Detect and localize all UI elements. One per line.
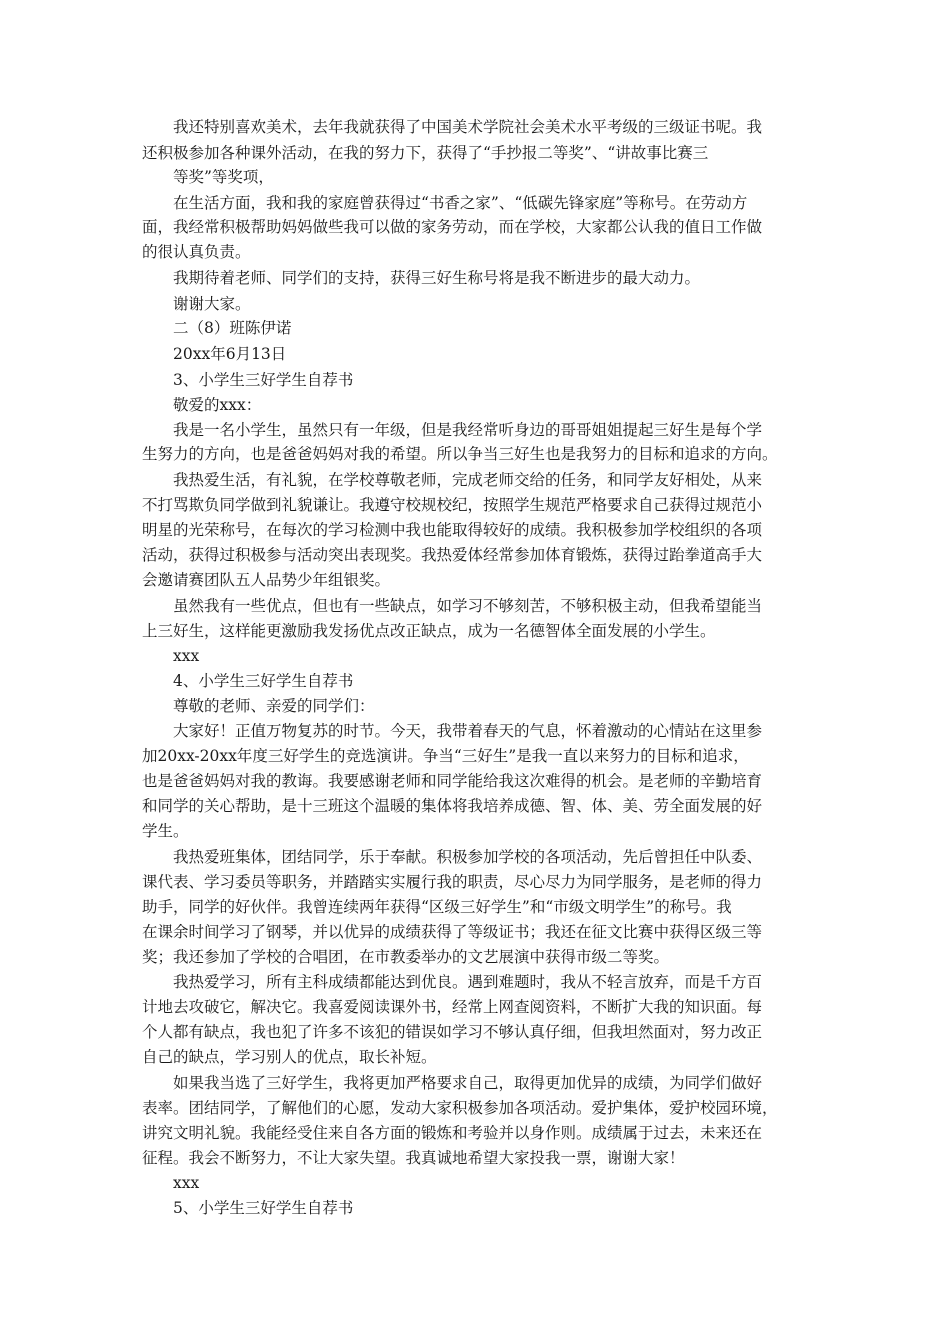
text-line: 如果我当选了三好学生，我将更加严格要求自己，取得更加优异的成绩，为同学们做好 <box>173 1074 763 1092</box>
text-line: 谢谢大家。 <box>173 295 251 313</box>
text-line: 也是爸爸妈妈对我的教诲。我要感谢老师和同学能给我这次难得的机会。是老师的辛勤培育 <box>142 772 763 790</box>
text-line: 加20xx-20xx年度三好学生的竞选演讲。争当“三好生”是我一直以来努力的目标和追求， <box>142 747 749 765</box>
text-line: 讲究文明礼貌。我能经受住来自各方面的锻炼和考验并以身作则。成绩属于过去，未来还在 <box>142 1124 763 1142</box>
text-line: 明星的光荣称号，在每次的学习检测中我也能取得较好的成绩。我积极参加学校组织的各项 <box>142 521 763 539</box>
salutation: 尊敬的老师、亲爱的同学们： <box>173 697 375 715</box>
text-line: 生努力的方向，也是爸爸妈妈对我的希望。所以争当三好生也是我努力的目标和追求的方向。 <box>142 445 778 463</box>
text-line: 还积极参加各种课外活动，在我的努力下，获得了“手抄报二等奖”、“讲故事比赛三 <box>142 144 709 162</box>
section-heading: 4、小学生三好学生自荐书 <box>173 672 354 690</box>
signature-line: xxx <box>173 1174 200 1192</box>
text-line: 奖；我还参加了学校的合唱团，在市教委举办的文艺展演中获得市级二等奖。 <box>142 948 670 966</box>
text-line: 计地去攻破它，解决它。我喜爱阅读课外书，经常上网查阅资料，不断扩大我的知识面。每 <box>142 998 763 1016</box>
section-heading: 3、小学生三好学生自荐书 <box>173 371 354 389</box>
text-line: 不打骂欺负同学做到礼貌谦让。我遵守校规校纪，按照学生规范严格要求自己获得过规范小 <box>142 496 763 514</box>
text-line: 和同学的关心帮助，是十三班这个温暖的集体将我培养成德、智、体、美、劳全面发展的好 <box>142 797 763 815</box>
date-line: 20xx年6月13日 <box>173 345 287 363</box>
text-line: 我热爱生活，有礼貌，在学校尊敬老师，完成老师交给的任务，和同学友好相处，从来 <box>173 471 763 489</box>
text-line: 自己的缺点，学习别人的优点，取长补短。 <box>142 1048 437 1066</box>
signature-line: xxx <box>173 647 200 665</box>
text-line: 表率。团结同学，了解他们的心愿，发动大家积极参加各项活动。爱护集体，爱护校园环境， <box>142 1099 778 1117</box>
text-line: 我是一名小学生，虽然只有一年级，但是我经常听身边的哥哥姐姐提起三好生是每个学 <box>173 421 763 439</box>
section-heading: 5、小学生三好学生自荐书 <box>173 1199 354 1217</box>
text-line: 二（8）班陈伊诺 <box>173 319 292 337</box>
salutation: 敬爱的xxx： <box>173 396 262 414</box>
text-line: 在生活方面，我和我的家庭曾获得过“书香之家”、“低碳先锋家庭”等称号。在劳动方 <box>173 194 748 212</box>
text-line: 的很认真负责。 <box>142 243 251 261</box>
text-line: 课代表、学习委员等职务，并踏踏实实履行我的职责，尽心尽力为同学服务，是老师的得力 <box>142 873 763 891</box>
text-line: 个人都有缺点，我也犯了许多不该犯的错误如学习不够认真仔细，但我坦然面对，努力改正 <box>142 1023 763 1041</box>
text-line: 我还特别喜欢美术，去年我就获得了中国美术学院社会美术水平考级的三级证书呢。我 <box>173 118 763 136</box>
text-line: 我热爱学习，所有主科成绩都能达到优良。遇到难题时，我从不轻言放弃，而是千方百 <box>173 973 763 991</box>
text-line: 等奖”等奖项， <box>173 168 274 186</box>
text-line: 活动，获得过积极参与活动突出表现奖。我热爱体经常参加体育锻炼，获得过跆拳道高手大 <box>142 546 763 564</box>
text-line: 助手，同学的好伙伴。我曾连续两年获得“区级三好学生”和“市级文明学生”的称号。我 <box>142 898 732 916</box>
text-line: 上三好生，这样能更激励我发扬优点改正缺点，成为一名德智体全面发展的小学生。 <box>142 622 716 640</box>
text-line: 面，我经常积极帮助妈妈做些我可以做的家务劳动，而在学校，大家都公认我的值日工作做 <box>142 218 763 236</box>
text-line: 在课余时间学习了钢琴，并以优异的成绩获得了等级证书；我还在征文比赛中获得区级三等 <box>142 923 763 941</box>
text-line: 虽然我有一些优点，但也有一些缺点，如学习不够刻苦，不够积极主动，但我希望能当 <box>173 597 763 615</box>
text-line: 我热爱班集体，团结同学，乐于奉献。积极参加学校的各项活动，先后曾担任中队委、 <box>173 848 763 866</box>
text-line: 会邀请赛团队五人品势少年组银奖。 <box>142 571 391 589</box>
text-line: 学生。 <box>142 822 189 840</box>
text-line: 征程。我会不断努力，不让大家失望。我真诚地希望大家投我一票，谢谢大家！ <box>142 1149 685 1167</box>
text-line: 我期待着老师、同学们的支持，获得三好生称号将是我不断进步的最大动力。 <box>173 269 701 287</box>
text-line: 大家好！正值万物复苏的时节。今天，我带着春天的气息，怀着激动的心情站在这里参 <box>173 722 763 740</box>
